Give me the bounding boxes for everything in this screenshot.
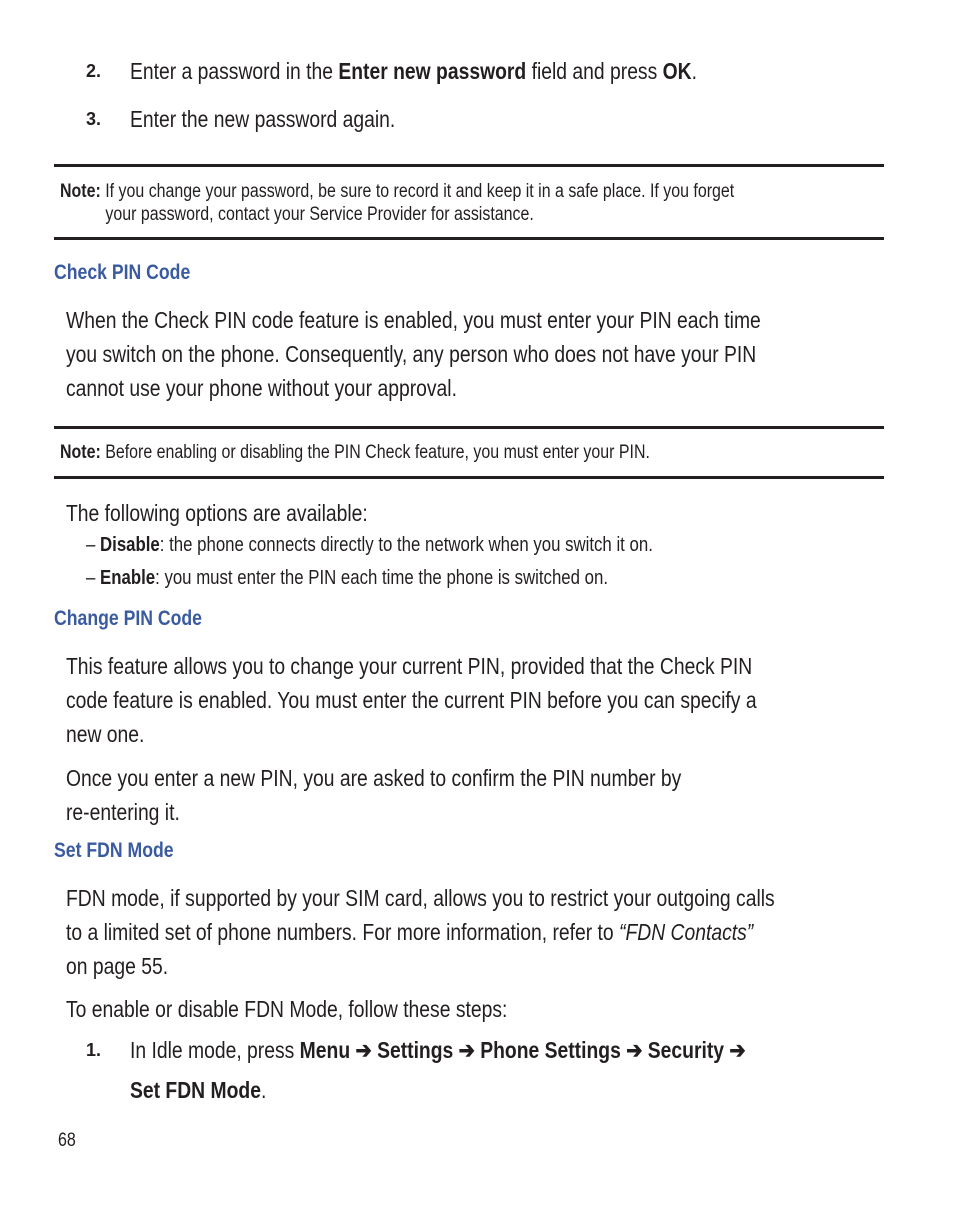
fdn-contacts-reference: “FDN Contacts” (619, 919, 754, 945)
fdn-paragraph: FDN mode, if supported by your SIM card, allows you to restrict your outgoing calls to a limited set of phone numbers. For more information, refer to “FDN Contacts” on page 55. (66, 885, 775, 979)
change-pin-paragraph-2: Once you enter a new PIN, you are asked to confirm the PIN number by re-entering it. (66, 765, 682, 825)
option-enable: – Enable: you must enter the PIN each time the phone is switched on. (86, 567, 609, 589)
note-pin-check: Note: Before enabling or disabling the PIN Check feature, you must enter your PIN. (60, 442, 650, 463)
note-rule-bottom (54, 237, 884, 240)
check-pin-paragraph: When the Check PIN code feature is enabled, you must enter your PIN each time you switch on the phone. Consequently, any person who does not have your PIN cannot use your phone without your approval. (66, 307, 761, 401)
note-rule-top (54, 164, 884, 167)
note-rule-bottom (54, 476, 884, 479)
options-intro: The following options are available: (66, 500, 368, 526)
change-pin-paragraph-1: This feature allows you to change your current PIN, provided that the Check PIN code feature is enabled. You must enter the current PIN before you can specify a new one. (66, 653, 757, 747)
heading-check-pin: Check PIN Code (54, 261, 191, 284)
note-password: Note: If you change your password, be sure to record it and keep it in a safe place. If you forget your password, contact your Service Provider for assistance. (60, 181, 735, 225)
step-text: In Idle mode, press Menu ➔ Settings ➔ Phone Settings ➔ Security ➔ (130, 1037, 746, 1063)
fdn-intro: To enable or disable FDN Mode, follow these steps: (66, 996, 508, 1022)
heading-change-pin: Change PIN Code (54, 607, 202, 630)
step-number: 2. (86, 61, 102, 81)
page-number: 68 (58, 1130, 76, 1151)
step-number: 1. (86, 1040, 102, 1060)
note-rule-top (54, 426, 884, 429)
step-number: 3. (86, 109, 102, 129)
step-text: Set FDN Mode. (130, 1077, 267, 1103)
step-text: Enter a password in the Enter new password field and press OK. (130, 58, 697, 84)
option-disable: – Disable: the phone connects directly to the network when you switch it on. (86, 534, 653, 556)
heading-set-fdn: Set FDN Mode (54, 839, 174, 862)
step-text: Enter the new password again. (130, 106, 396, 132)
